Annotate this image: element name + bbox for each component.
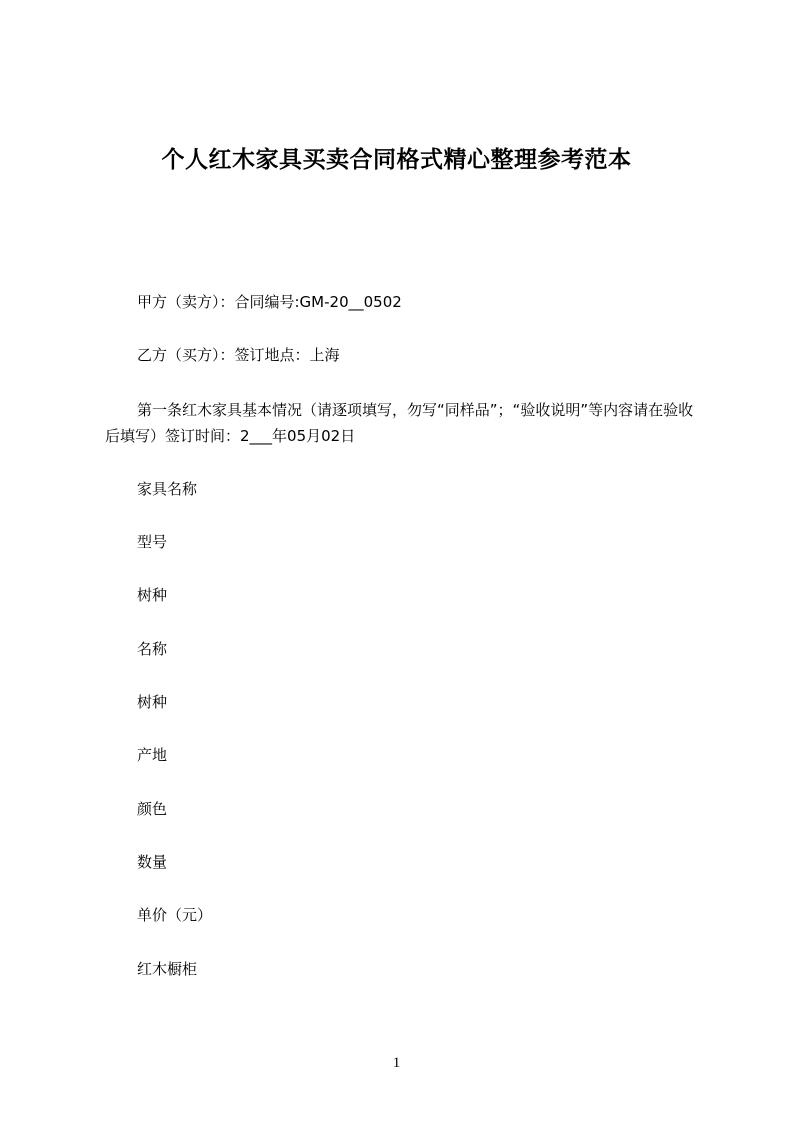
field-unit-price: 单价（元） xyxy=(137,906,213,924)
party-a-line: 甲方（卖方）：合同编号:GM-20__0502 xyxy=(137,293,402,311)
field-color: 颜色 xyxy=(137,800,168,818)
field-model: 型号 xyxy=(137,533,168,551)
field-name: 名称 xyxy=(137,640,168,658)
party-b-line: 乙方（买方）：签订地点：上海 xyxy=(137,346,340,364)
field-origin: 产地 xyxy=(137,746,168,764)
article-1-paragraph: 第一条红木家具基本情况（请逐项填写，勿写“同样品”；“验收说明”等内容请在验收后填写）签订时间：2___年05月02日 xyxy=(105,401,694,445)
field-redwood-cabinet: 红木橱柜 xyxy=(137,960,198,978)
field-furniture-name: 家具名称 xyxy=(137,480,198,498)
field-wood-species: 树种 xyxy=(137,586,168,604)
field-quantity: 数量 xyxy=(137,853,168,871)
field-wood-species-2: 树种 xyxy=(137,693,168,711)
page-number: 1 xyxy=(392,1055,401,1071)
document-title: 个人红木家具买卖合同格式精心整理参考范本 xyxy=(161,147,632,173)
